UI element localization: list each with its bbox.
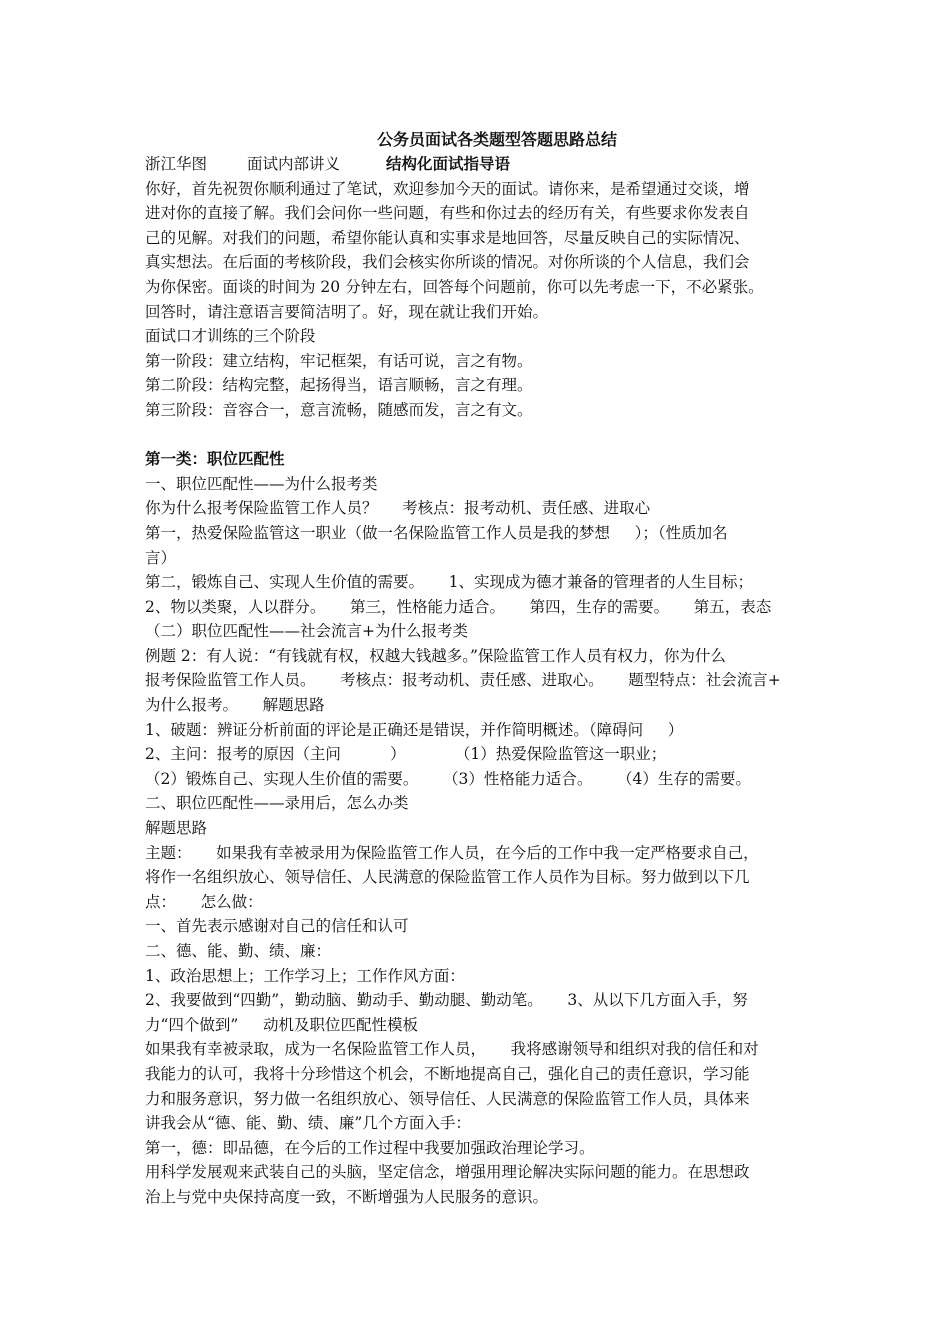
- text-line: 言）: [145, 548, 177, 567]
- text-line: 例题 2：有人说：“有钱就有权，权越大钱越多。”保险监管工作人员有权力，你为什么: [145, 646, 726, 665]
- text-line: 将作一名组织放心、领导信任、人民满意的保险监管工作人员作为目标。努力做到以下几: [145, 868, 750, 887]
- text-line: 第一，德：即品德，在今后的工作过程中我要加强政治理论学习。: [145, 1138, 595, 1157]
- text-line: 2、物以类聚，人以群分。 第三，性格能力适合。 第四，生存的需要。 第五，表态: [145, 597, 772, 616]
- text-line: 治上与党中央保持高度一致，不断增强为人民服务的意识。: [145, 1187, 549, 1206]
- document-body: [145, 128, 809, 1210]
- subtitle-row: [145, 152, 809, 177]
- text-line: 主题： 如果我有幸被录用为保险监管工作人员，在今后的工作中我一定严格要求自己，: [145, 843, 759, 862]
- text-line: 二、德、能、勤、绩、廉：: [145, 942, 332, 960]
- text-line: 力和服务意识，努力做一名组织放心、领导信任、人民满意的保险监管工作人员，具体来: [145, 1089, 750, 1108]
- text-line: 2、主问：报考的原因（主问 ） （1）热爱保险监管这一职业；: [145, 745, 667, 764]
- text-line: 回答时，请注意语言要简洁明了。好，现在就让我们开始。: [145, 302, 549, 321]
- text-line: 如果我有幸被录取，成为一名保险监管工作人员， 我将感谢领导和组织对我的信任和对: [145, 1040, 759, 1059]
- document-lines: [145, 177, 809, 1210]
- text-line: 真实想法。在后面的考核阶段，我们会核实你所谈的情况。对你所谈的个人信息，我们会: [145, 253, 750, 272]
- text-line: 进对你的直接了解。我们会问你一些问题，有些和你过去的经历有关，有些要求你发表自: [145, 204, 750, 223]
- text-line: 你为什么报考保险监管工作人员？ 考核点：报考动机、责任感、进取心: [145, 499, 651, 518]
- text-line: 第三阶段：音容合一，意言流畅，随感而发，言之有文。: [145, 400, 533, 419]
- text-line: 己的见解。对我们的问题，希望你能认真和实事求是地回答，尽量反映自己的实际情况、: [145, 228, 750, 247]
- text-line: 1、政治思想上；工作学习上；工作作风方面：: [145, 966, 465, 985]
- text-line: 你好，首先祝贺你顺利通过了笔试，欢迎参加今天的面试。请你来，是希望通过交谈，增: [145, 179, 750, 198]
- text-line: 第二，锻炼自己、实现人生价值的需要。 1、实现成为德才兼备的管理者的人生目标；: [145, 573, 753, 592]
- text-line: 解题思路: [145, 819, 208, 838]
- text-line: 我能力的认可，我将十分珍惜这个机会，不断地提高自己，强化自己的责任意识，学习能: [145, 1064, 750, 1083]
- text-line: 1、破题：辨证分析前面的评论是正确还是错误，并作简明概述。（障碍问 ）: [145, 720, 684, 739]
- text-line: 第一，热爱保险监管这一职业（做一名保险监管工作人员是我的梦想 ）；（性质加名: [145, 523, 728, 542]
- text-line: 用科学发展观来武装自己的头脑，坚定信念，增强用理论解决实际问题的能力。在思想政: [145, 1163, 750, 1182]
- text-line: 二、职位匹配性——录用后，怎么办类: [145, 794, 409, 813]
- text-line: 报考保险监管工作人员。 考核点：报考动机、责任感、进取心。 题型特点：社会流言+: [145, 671, 781, 690]
- text-line: 第一阶段：建立结构，牢记框架，有话可说，言之有物。: [145, 351, 533, 370]
- text-line: （2）锻炼自己、实现人生价值的需要。 （3）性格能力适合。 （4）生存的需要。: [145, 769, 751, 788]
- text-line: 讲我会从“德、能、勤、绩、廉”几个方面入手：: [145, 1114, 471, 1133]
- text-line: 一、职位匹配性——为什么报考类: [145, 474, 378, 493]
- text-line: 为你保密。面谈的时间为 20 分钟左右，回答每个问题前，你可以先考虑一下，不必紧张。: [145, 277, 764, 296]
- subtitle-org: 浙江华图: [145, 155, 208, 173]
- document-title: 公务员面试各类题型答题思路总结: [376, 130, 617, 149]
- text-line: 第二阶段：结构完整，起扬得当，语言顺畅，言之有理。: [145, 376, 533, 395]
- text-line: （二）职位匹配性——社会流言+为什么报考类: [145, 622, 468, 641]
- subtitle-heading: 结构化面试指导语: [386, 154, 511, 173]
- text-line: 力“四个做到” 动机及职位匹配性模板: [145, 1015, 418, 1034]
- text-line: 一、首先表示感谢对自己的信任和认可: [145, 917, 409, 936]
- text-line: 2、我要做到“四勤”，勤动脑、勤动手、勤动腿、勤动笔。 3、从以下几方面入手，努: [145, 991, 748, 1010]
- text-line: 面试口才训练的三个阶段: [145, 327, 316, 346]
- text-line: 点： 怎么做：: [145, 892, 263, 911]
- text-line: [145, 423, 809, 448]
- subtitle-doc-type: 面试内部讲义: [247, 155, 341, 173]
- section-heading: 第一类：职位匹配性: [145, 449, 285, 469]
- text-line: 为什么报考。 解题思路: [145, 696, 325, 715]
